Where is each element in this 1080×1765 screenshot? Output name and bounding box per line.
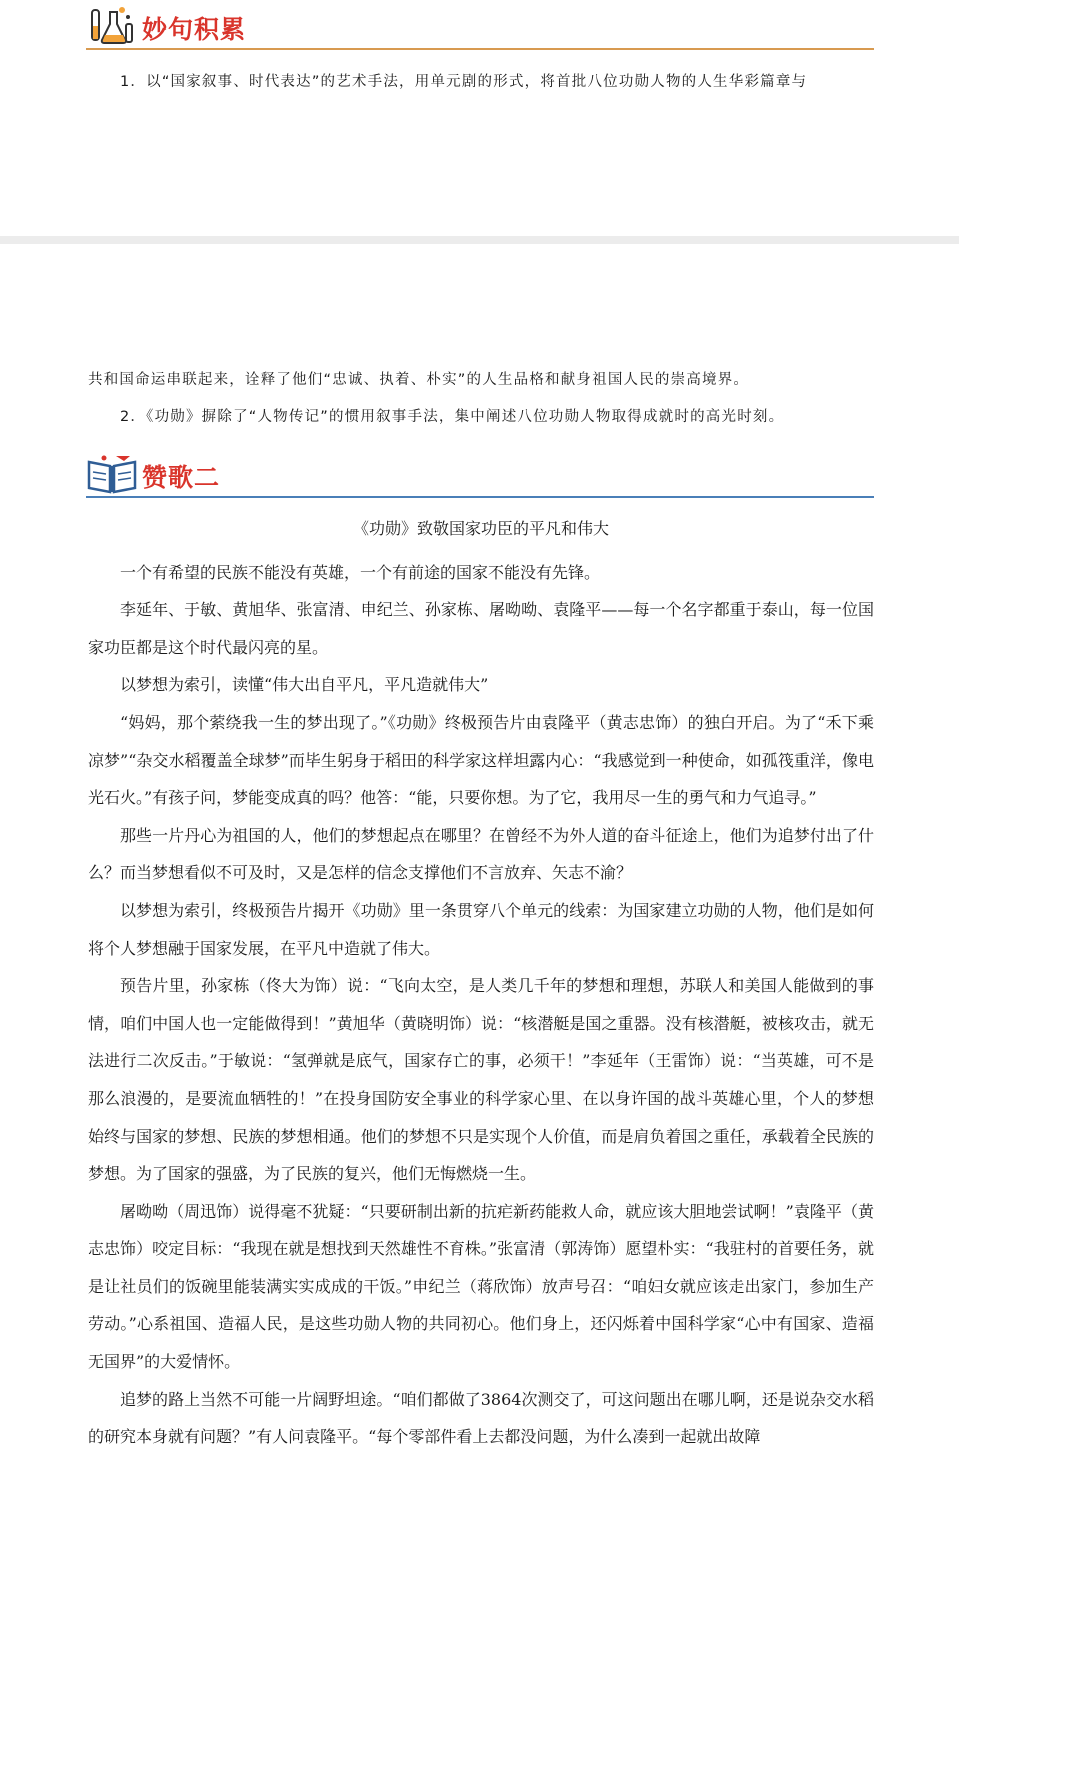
article-paragraph: 追梦的路上当然不可能一片阔野坦途。“咱们都做了3864次测交了，可这问题出在哪儿啊，还是说杂交水稻的研究本身就有问题？”有人问袁隆平。“每个零部件看上去都没问题，为什么凑到一起就出故障 <box>88 1389 874 1447</box>
section-rule <box>86 496 874 498</box>
quote-1-line-2: 共和国命运串联起来，诠释了他们“忠诚、执着、朴实”的人生品格和献身祖国人民的崇高境界。 <box>88 372 750 388</box>
quote-2: 2．《功勋》摒除了“人物传记”的惯用叙事手法，集中阐述八位功勋人物取得成就时的高光时刻。 <box>120 409 785 425</box>
section-header-miaoju <box>86 2 874 50</box>
article-paragraph: 屠呦呦（周迅饰）说得毫不犹疑：“只要研制出新的抗疟新药能救人命，就应该大胆地尝试啊！”袁隆平（黄志忠饰）咬定目标：“我现在就是想找到天然雄性不育株。”张富清（郭涛饰）愿望朴实：“我驻村的首要任务，就是让社员们的饭碗里能装满实实成成的干饭。”申纪兰（蒋欣饰）放声号召：“咱妇女就应该走出家门，参加生产劳动。”心系祖国、造福人民，是这些功勋人物的共同初心。他们身上，还闪烁着中国科学家“心中有国家、造福无国界”的大爱情怀。 <box>88 1201 874 1372</box>
lab-flask-icon <box>86 4 136 46</box>
section-header-zange <box>86 450 874 498</box>
article <box>88 516 874 1456</box>
article-paragraph: 以梦想为索引，读懂“伟大出自平凡，平凡造就伟大” <box>120 675 489 695</box>
article-paragraph: 那些一片丹心为祖国的人，他们的梦想起点在哪里？在曾经不为外人道的奋斗征途上，他们为追梦付出了什么？而当梦想看似不可及时，又是怎样的信念支撑他们不言放弃、矢志不渝？ <box>88 825 874 883</box>
page-break <box>0 236 959 244</box>
article-title: 《功勋》致敬国家功臣的平凡和伟大 <box>352 519 609 538</box>
section-title: 赞歌二 <box>142 463 221 492</box>
section-rule <box>86 48 874 50</box>
article-paragraph: 李延年、于敏、黄旭华、张富清、申纪兰、孙家栋、屠呦呦、袁隆平——每一个名字都重于泰山，每一位国家功臣都是这个时代最闪亮的星。 <box>88 600 874 657</box>
article-paragraph: 以梦想为索引，终极预告片揭开《功勋》里一条贯穿八个单元的线索：为国家建立功勋的人物，他们是如何将个人梦想融于国家发展，在平凡中造就了伟大。 <box>88 900 874 958</box>
section-title: 妙句积累 <box>142 15 247 44</box>
quote-1-line-1: 1．以“国家叙事、时代表达”的艺术手法，用单元剧的形式，将首批八位功勋人物的人生华彩篇章与 <box>120 74 808 90</box>
article-paragraph: 一个有希望的民族不能没有英雄，一个有前途的国家不能没有先锋。 <box>120 562 601 582</box>
article-paragraph: 预告片里，孙家栋（佟大为饰）说：“飞向太空，是人类几千年的梦想和理想，苏联人和美国人能做到的事情，咱们中国人也一定能做得到！”黄旭华（黄晓明饰）说：“核潜艇是国之重器。没有核潜艇，被核攻击，就无法进行二次反击。”于敏说：“氢弹就是底气，国家存亡的事，必须干！”李延年（王雷饰）说：“当英雄，可不是那么浪漫的，是要流血牺牲的！”在投身国防安全事业的科学家心里、在以身许国的战斗英雄心里，个人的梦想始终与国家的梦想、民族的梦想相通。他们的梦想不只是实现个人价值，而是肩负着国之重任，承载着全民族的梦想。为了国家的强盛，为了民族的复兴，他们无悔燃烧一生。 <box>88 976 874 1184</box>
article-paragraph: “妈妈，那个萦绕我一生的梦出现了。”《功勋》终极预告片由袁隆平（黄志忠饰）的独白开启。为了“禾下乘凉梦”“杂交水稻覆盖全球梦”而毕生躬身于稻田的科学家这样坦露内心：“我感觉到一种使命，如孤筏重洋，像电光石火。”有孩子问，梦能变成真的吗？他答：“能，只要你想。为了它，我用尽一生的勇气和力气追寻。” <box>88 712 874 808</box>
open-book-icon <box>86 452 138 494</box>
